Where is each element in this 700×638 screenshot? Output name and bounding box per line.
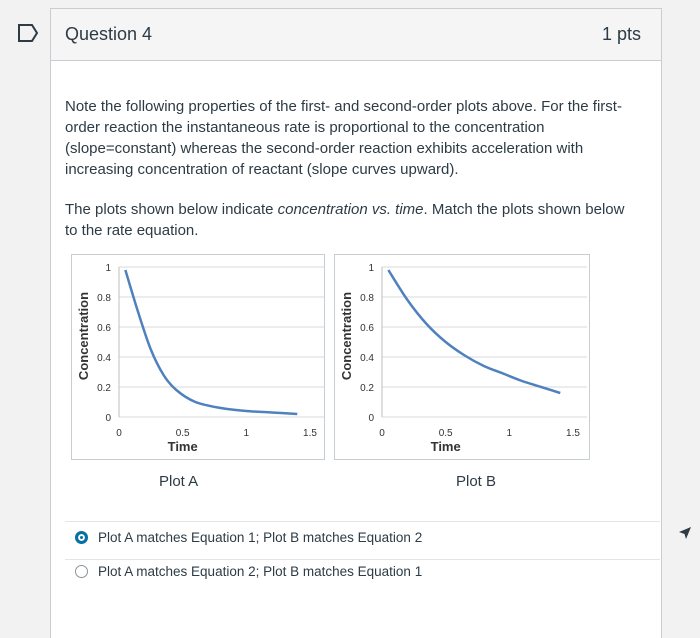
- plot-b-caption: Plot B: [456, 473, 497, 490]
- y-tick-label: 0.2: [97, 383, 111, 394]
- answer-2-radio[interactable]: [75, 565, 88, 578]
- answer-1-label: Plot A matches Equation 1; Plot B matches Equation 2: [98, 530, 423, 545]
- x-tick-label: 1: [506, 428, 513, 439]
- y-tick-label: 0.8: [360, 293, 374, 304]
- series-line: [388, 270, 560, 393]
- y-tick-label: 0.6: [97, 323, 111, 334]
- mouse-cursor-icon: [678, 526, 692, 540]
- y-tick-label: 0.6: [360, 323, 374, 334]
- y-axis-label: Concentration: [339, 291, 354, 381]
- x-tick-label: 0.5: [175, 428, 190, 439]
- y-tick-label: 0: [105, 413, 111, 424]
- answer-divider: [65, 521, 660, 522]
- y-axis-label: Concentration: [76, 291, 91, 381]
- x-tick-label: 1.5: [566, 428, 580, 439]
- x-axis-label: Time: [167, 439, 198, 454]
- flag-icon[interactable]: [16, 22, 40, 44]
- y-tick-label: 1: [368, 263, 374, 274]
- x-tick-label: 0: [379, 428, 385, 439]
- series-line: [125, 270, 297, 414]
- answer-option-1[interactable]: [75, 530, 422, 545]
- y-tick-label: 0.4: [97, 353, 111, 364]
- paragraph-2-end: . Match the plots shown below to the rate equation.: [65, 201, 625, 239]
- y-tick-label: 0.8: [97, 293, 111, 304]
- plot-a-caption: Plot A: [159, 473, 199, 490]
- plot-b-chart: [334, 254, 590, 460]
- question-title: Question 4: [65, 24, 153, 44]
- plot-a-chart: [71, 254, 325, 460]
- plot-b-svg: [335, 255, 589, 459]
- answer-2-label: Plot A matches Equation 2; Plot B matches Equation 1: [98, 564, 423, 579]
- question-header: [51, 9, 661, 61]
- y-tick-label: 0: [368, 413, 374, 424]
- y-tick-label: 0.4: [360, 353, 374, 364]
- x-tick-label: 1: [243, 428, 250, 439]
- plot-a-svg: [72, 255, 324, 459]
- question-card: [50, 8, 662, 638]
- question-text-paragraph-1: Note the following properties of the first- and second-order plots above. For the first-order reaction the instantaneous rate is proportional to the concentration (slope=constant) whereas the second-order reaction exhibits acceleration with increasing concentration of reactant (slope curves upward).: [65, 98, 622, 178]
- y-tick-label: 1: [105, 263, 111, 274]
- x-tick-label: 0.5: [438, 428, 453, 439]
- y-tick-label: 0.2: [360, 383, 374, 394]
- paragraph-2-emphasis: concentration vs. time: [277, 201, 424, 218]
- question-points: 1 pts: [601, 24, 641, 44]
- answer-1-radio[interactable]: [75, 531, 88, 544]
- question-text-paragraph-2: [65, 199, 640, 241]
- x-tick-label: 0: [116, 428, 122, 439]
- paragraph-2-start: The plots shown below indicate: [65, 201, 278, 218]
- x-tick-label: 1.5: [303, 428, 317, 439]
- answer-option-2[interactable]: [75, 564, 422, 579]
- x-axis-label: Time: [430, 439, 461, 454]
- answer-divider: [65, 559, 660, 560]
